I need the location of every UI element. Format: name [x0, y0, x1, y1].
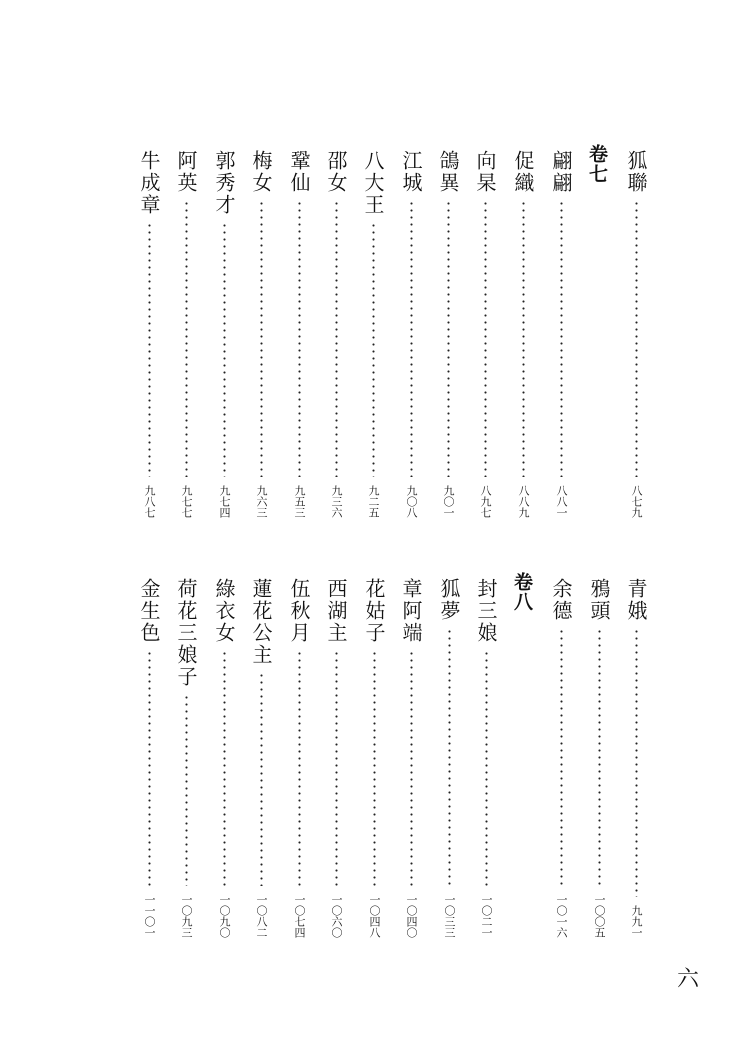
entry-title: 翩翩: [549, 150, 573, 194]
leader-dots: [410, 200, 413, 477]
leader-dots: [298, 200, 301, 477]
leader-dots: [372, 222, 375, 477]
leader-dots: [185, 200, 188, 477]
entry-page: 一〇四八: [368, 894, 381, 938]
entry-title: 章阿端: [399, 578, 423, 644]
toc-entry[interactable]: [211, 578, 237, 938]
entry-page: 九〇八: [405, 485, 418, 518]
toc-entry[interactable]: [173, 150, 199, 518]
entry-page: 九七四: [218, 485, 231, 518]
entry-title: 向杲: [473, 150, 497, 194]
entry-page: 八九七: [479, 485, 492, 518]
entry-title: 花姑子: [362, 578, 386, 644]
toc-entry[interactable]: [286, 578, 312, 938]
leader-dots: [635, 200, 638, 477]
toc-entry[interactable]: [548, 578, 574, 938]
toc-entry[interactable]: [248, 578, 274, 938]
toc-entry[interactable]: [361, 578, 387, 938]
entry-title: 牛成章: [137, 150, 161, 216]
toc-entry[interactable]: [248, 150, 274, 518]
toc-entry[interactable]: [398, 578, 424, 938]
entry-title: 青娥: [624, 578, 648, 622]
entry-page: 一〇七四: [293, 894, 306, 938]
entry-title: 鞏仙: [287, 150, 311, 194]
leader-dots: [560, 200, 563, 477]
entry-title: 西湖主: [324, 578, 348, 644]
toc-entry[interactable]: [510, 150, 536, 518]
leader-dots: [448, 628, 451, 886]
entry-title: 狐聯: [624, 150, 648, 194]
entry-page: 一〇九〇: [218, 894, 231, 938]
entry-title: 邵女: [324, 150, 348, 194]
entry-title: 余德: [549, 578, 573, 622]
toc-entry[interactable]: [211, 150, 237, 518]
entry-title: 江城: [399, 150, 423, 194]
leader-dots: [635, 628, 638, 897]
entry-page: 一〇八二: [255, 894, 268, 938]
entry-page: 一〇二一: [480, 894, 493, 938]
entry-title: 促織: [511, 150, 535, 194]
entry-title: 鴿異: [436, 150, 460, 194]
entry-title: 荷花三娘子: [174, 578, 198, 688]
entry-page: 一〇〇五: [593, 894, 606, 938]
toc-entry[interactable]: [286, 150, 312, 518]
entry-title: 綠衣女: [212, 578, 236, 644]
entry-page: 一〇一六: [555, 894, 568, 938]
toc-entry[interactable]: [136, 150, 162, 518]
entry-page: 九九一: [630, 905, 643, 938]
entry-page: 一〇九三: [180, 894, 193, 938]
toc-entry[interactable]: [323, 578, 349, 938]
toc-entry[interactable]: [360, 150, 386, 518]
toc-entry[interactable]: [623, 150, 649, 518]
entry-page: 九七七: [180, 485, 193, 518]
toc-entry[interactable]: [398, 150, 424, 518]
entry-page: 九三六: [330, 485, 343, 518]
leader-dots: [335, 650, 338, 886]
entry-page: 八八九: [517, 485, 530, 518]
entry-page: 九五三: [293, 485, 306, 518]
entry-page: 八七九: [630, 485, 643, 518]
leader-dots: [185, 694, 188, 886]
leader-dots: [484, 200, 487, 477]
leader-dots: [223, 650, 226, 886]
entry-title: 封三娘: [474, 578, 498, 644]
section-heading: 卷七: [586, 144, 608, 184]
entry-title: 狐夢: [437, 578, 461, 622]
entry-page: 一一〇一: [143, 894, 156, 938]
leader-dots: [522, 200, 525, 477]
entry-title: 伍秋月: [287, 578, 311, 644]
entry-title: 蓮花公主: [249, 578, 273, 666]
toc-entry[interactable]: [586, 578, 612, 938]
entry-title: 阿英: [174, 150, 198, 194]
entry-title: 八大王: [361, 150, 385, 216]
leader-dots: [373, 650, 376, 886]
leader-dots: [298, 650, 301, 886]
toc-entry[interactable]: [623, 578, 649, 938]
section-heading: 卷八: [511, 572, 533, 612]
leader-dots: [560, 628, 563, 886]
entry-page: 一〇三三: [443, 894, 456, 938]
toc-entry[interactable]: [472, 150, 498, 518]
leader-dots: [335, 200, 338, 477]
entry-page: 九二五: [367, 485, 380, 518]
toc-entry[interactable]: [136, 578, 162, 938]
toc-entry[interactable]: [473, 578, 499, 938]
entry-page: 八八一: [555, 485, 568, 518]
entry-page: 九〇一: [442, 485, 455, 518]
leader-dots: [148, 650, 151, 886]
leader-dots: [223, 222, 226, 477]
entry-title: 梅女: [249, 150, 273, 194]
toc-entry[interactable]: [435, 150, 461, 518]
leader-dots: [260, 672, 263, 886]
toc-entry[interactable]: [548, 150, 574, 518]
entry-page: 一〇六〇: [330, 894, 343, 938]
entry-title: 郭秀才: [212, 150, 236, 216]
leader-dots: [148, 222, 151, 477]
leader-dots: [485, 650, 488, 886]
page-number: 六: [676, 967, 699, 992]
toc-entry[interactable]: [436, 578, 462, 938]
entry-page: 一〇四〇: [405, 894, 418, 938]
entry-page: 九六三: [255, 485, 268, 518]
toc-entry[interactable]: [323, 150, 349, 518]
leader-dots: [260, 200, 263, 477]
leader-dots: [598, 628, 601, 886]
leader-dots: [410, 650, 413, 886]
toc-entry[interactable]: [173, 578, 199, 938]
entry-title: 金生色: [137, 578, 161, 644]
entry-page: 九八七: [143, 485, 156, 518]
leader-dots: [447, 200, 450, 477]
entry-title: 鴉頭: [587, 578, 611, 622]
